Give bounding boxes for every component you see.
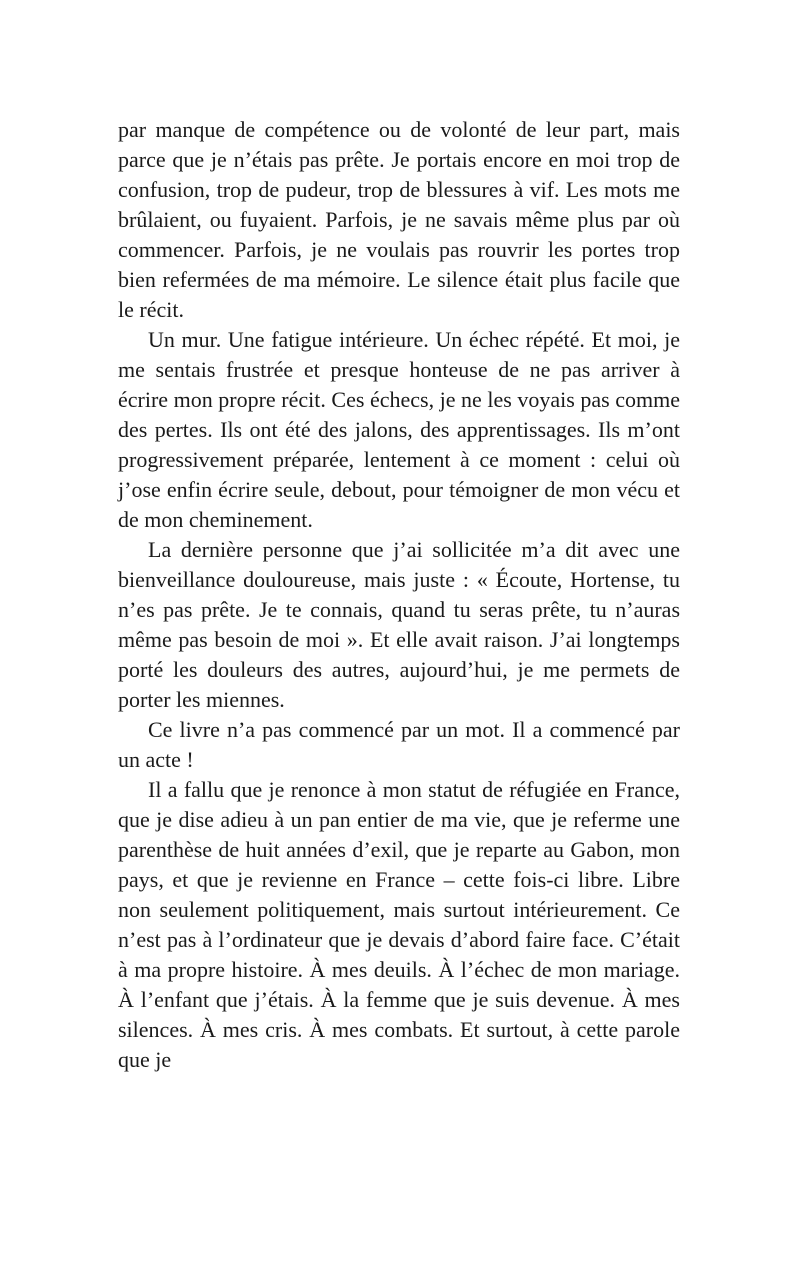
- paragraph-1: par manque de compétence ou de volonté de leur part, mais parce que je n’étais pas prête. Je portais encore en moi trop de confusion, trop de pudeur, trop de blessures à vif. Les mots me brûlaient, ou fuyaient. Parfois, je ne savais même plus par où commencer. Parfois, je ne voulais pas rouvrir les portes trop bien refermées de ma mémoire. Le silence était plus facile que le récit.: [118, 117, 680, 322]
- paragraph-4: Ce livre n’a pas commencé par un mot. Il a commencé par un acte !: [118, 717, 680, 772]
- paragraph-2: Un mur. Une fatigue intérieure. Un échec répété. Et moi, je me sentais frustrée et presque honteuse de ne pas arriver à écrire mon propre récit. Ces échecs, je ne les voyais pas comme des pertes. Ils ont été des jalons, des apprentissages. Ils m’ont progressivement préparée, lentement à ce moment : celui où j’ose enfin écrire seule, debout, pour témoigner de mon vécu et de mon cheminement.: [118, 327, 680, 532]
- book-page: [118, 115, 680, 1075]
- paragraph-5: Il a fallu que je renonce à mon statut de réfugiée en France, que je dise adieu à un pan entier de ma vie, que je referme une parenthèse de huit années d’exil, que je reparte au Gabon, mon pays, et que je revienne en France – cette fois-ci libre. Libre non seulement politiquement, mais surtout intérieurement. Ce n’est pas à l’ordinateur que je devais d’abord faire face. C’était à ma propre histoire. À mes deuils. À l’échec de mon mariage. À l’enfant que j’étais. À la femme que je suis devenue. À mes silences. À mes cris. À mes combats. Et surtout, à cette parole que je: [118, 777, 680, 1072]
- paragraph-3: La dernière personne que j’ai sollicitée m’a dit avec une bienveillance douloureuse, mais juste : « Écoute, Hortense, tu n’es pas prête. Je te connais, quand tu seras prête, tu n’auras même pas besoin de moi ». Et elle avait raison. J’ai longtemps porté les douleurs des autres, aujourd’hui, je me permets de porter les miennes.: [118, 537, 680, 712]
